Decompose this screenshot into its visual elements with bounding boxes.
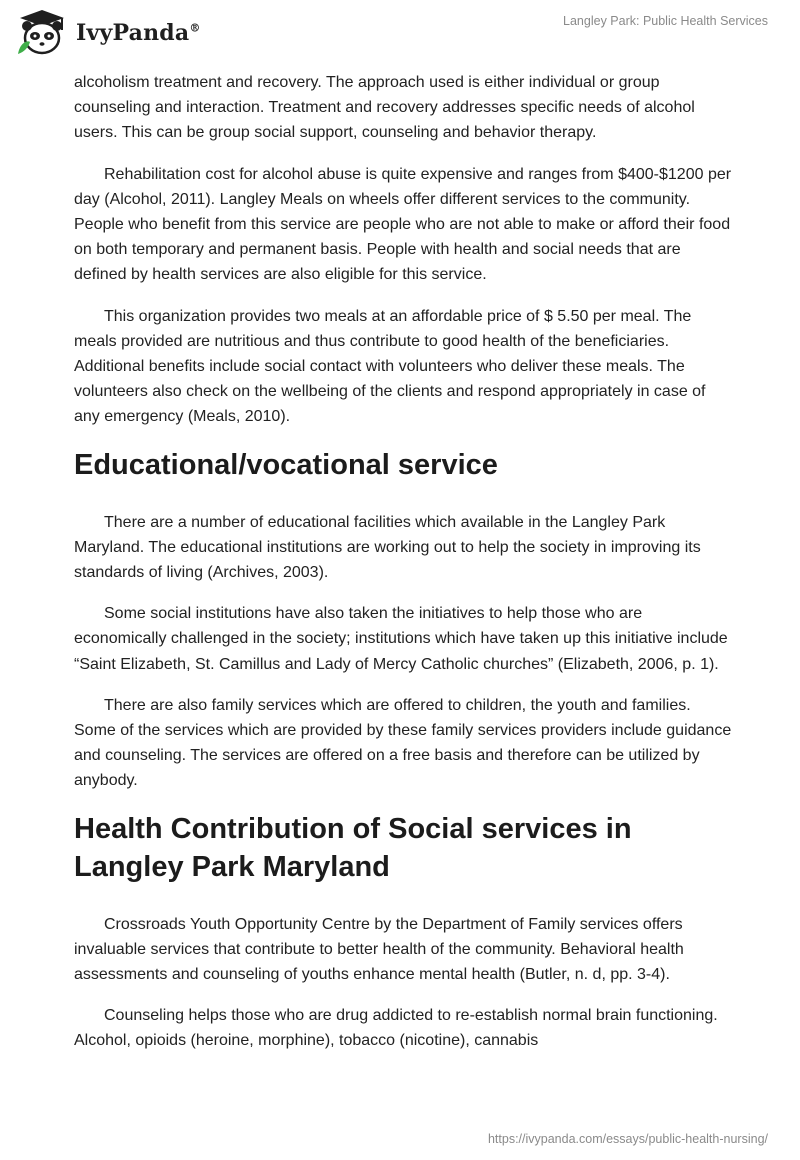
paragraph: Counseling helps those who are drug addicted to re-establish normal brain functioning. Alcohol, opioids (heroine, morphine), tobacco (nicotine), cannabis: [74, 1007, 718, 1050]
page-header: [0, 0, 800, 70]
ivypanda-logo[interactable]: [14, 8, 201, 58]
paragraph: There are also family services which are offered to children, the youth and families. Some of the services which are provided by these family services providers include guidance and counseling. The services are offered on a free basis and therefore can be utilized by anybody.: [74, 696, 732, 790]
section-heading: Health Contribution of Social services in Langley Park Maryland: [74, 812, 632, 883]
paragraph: alcoholism treatment and recovery. The approach used is either individual or group counseling and interaction. Treatment and recovery addresses specific needs of alcohol users. This can be group social support, counseling and behavior therapy.: [74, 74, 695, 142]
panda-graduate-icon: [14, 8, 70, 58]
source-url[interactable]: https://ivypanda.com/essays/public-health-nursing/: [487, 1132, 768, 1146]
logo-text: IvyPanda®: [76, 20, 201, 46]
paragraph: Crossroads Youth Opportunity Centre by the Department of Family services offers invaluable services that contribute to better health of the community. Behavioral health assessments and counseling of youths enhance mental health (Butler, n. d, pp. 3-4).: [74, 915, 684, 984]
paragraph: Some social institutions have also taken the initiatives to help those who are economically challenged in the society; institutions which have taken up this initiative include “Saint Elizabeth, St. Camillus and Lady of Mercy Catholic churches” (Elizabeth, 2006, p. 1).: [74, 605, 728, 673]
section-heading: Educational/vocational service: [74, 448, 498, 481]
paragraph: Rehabilitation cost for alcohol abuse is quite expensive and ranges from $400-$1200 per day (Alcohol, 2011). Langley Meals on wheels offer different services to the community. People who benefit from this service are people who are not able to make or afford their food on both temporary and permanent basis. People with health and social needs that are defined by health services are also eligible for this service.: [74, 165, 732, 284]
document-title: Langley Park: Public Health Services: [563, 14, 768, 28]
paragraph: This organization provides two meals at an affordable price of $ 5.50 per meal. The meals provided are nutritious and thus contribute to good health of the beneficiaries. Additional benefits include social contact with volunteers who deliver these meals. The volunteers also check on the wellbeing of the clients and respond appropriately in case of any emergency (Meals, 2010).: [74, 307, 706, 426]
paragraph: There are a number of educational facilities which available in the Langley Park Maryland. The educational institutions are working out to help the society in improving its standards of living (Archives, 2003).: [74, 513, 701, 582]
essay-content: [74, 70, 734, 1070]
